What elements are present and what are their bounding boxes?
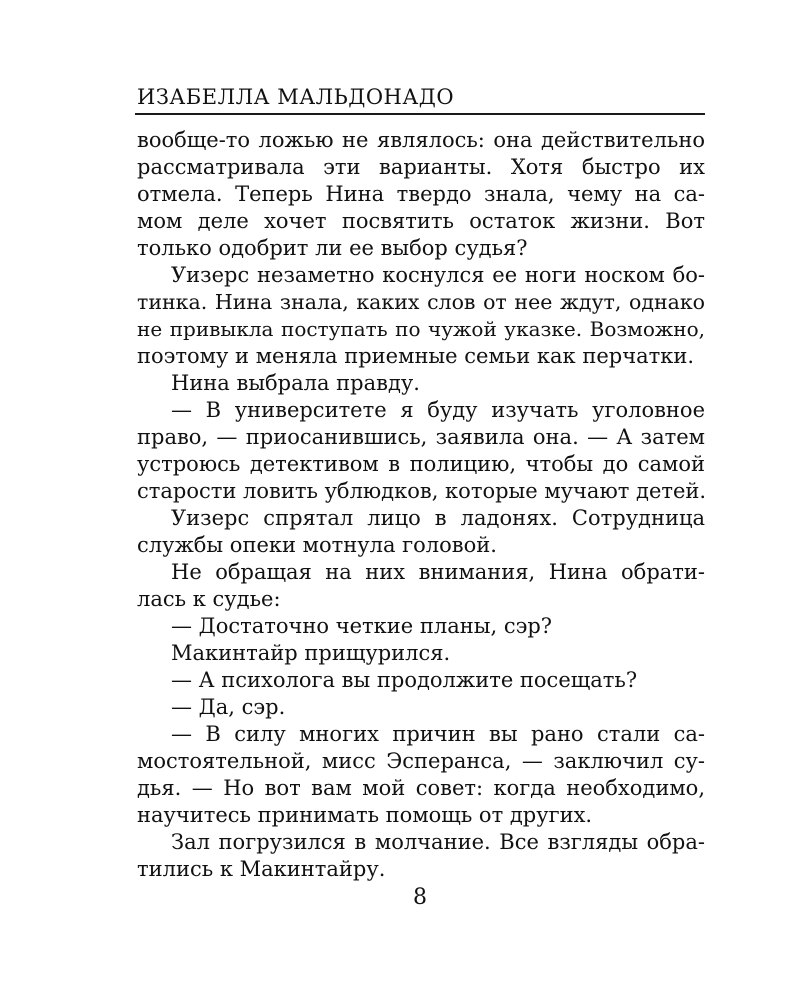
text-line: поэтому и меняла приемные семьи как перчатки. [137,344,695,368]
text-line: службы опеки мотнула головой. [137,533,497,557]
text-line: Уизерс незаметно коснулся ее ноги носком бо- [171,263,705,287]
text-line: — Достаточно четкие планы, сэр? [171,614,553,638]
text-line: рассматривала эти варианты. Хотя быстро их [137,155,705,179]
text-line: дья. — Но вот вам мой совет: когда необходимо, [137,776,705,800]
text-line: Нина выбрала правду. [171,371,420,395]
text-line: мом деле хочет посвятить остаток жизни. Вот [137,209,705,233]
text-line: — А психолога вы продолжите посещать? [171,668,638,692]
running-head: ИЗАБЕЛЛА МАЛЬДОНАДО [137,85,455,109]
text-line: Зал погрузился в молчание. Все взгляды обра- [171,830,705,854]
header-rule [135,113,705,115]
text-line: отмела. Теперь Нина твердо знала, чему на са- [137,182,705,206]
text-line: вообще-то ложью не являлось: она действительно [137,128,705,152]
text-line: лась к судье: [137,587,281,611]
text-line: Макинтайр прищурился. [171,641,451,665]
text-line: — В силу многих причин вы рано стали са- [171,722,705,746]
page-number: 8 [413,885,427,910]
text-line: тились к Макинтайру. [137,857,386,881]
text-line: только одобрит ли ее выбор судья? [137,236,528,260]
text-line: устроюсь детективом в полицию, чтобы до самой [137,452,705,476]
text-line: не привыкла поступать по чужой указке. Возможно, [137,317,705,341]
text-line: право, — приосанившись, заявила она. — А затем [137,425,705,449]
text-line: Не обращая на них внимания, Нина обрати- [171,560,705,584]
text-line: — В университете я буду изучать уголовное [171,398,705,422]
text-line: старости ловить ублюдков, которые мучают детей. [137,479,707,503]
body-text [137,127,705,883]
text-line: Уизерс спрятал лицо в ладонях. Сотрудница [171,506,705,530]
text-line: мостоятельной, мисс Эсперанса, — заключил су- [137,749,705,773]
text-line: научитесь принимать помощь от других. [137,803,593,827]
text-line: тинка. Нина знала, каких слов от нее ждут, однако [137,290,705,314]
text-line: — Да, сэр. [171,695,286,719]
